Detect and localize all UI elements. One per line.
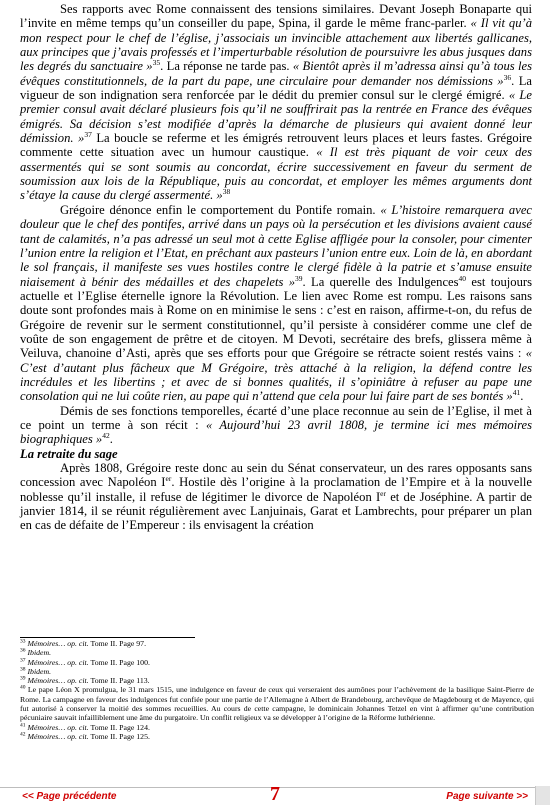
- footnote-number: 36: [20, 647, 26, 654]
- footnote: [20, 667, 534, 676]
- text-run: Après 1808, Grégoire reste donc au sein du Sénat conservateur, un des rares opposants sans concession avec Napoléon I: [20, 461, 532, 490]
- footnote-number: 41: [20, 722, 26, 729]
- text-run: Démis de ses fonctions temporelles, écarté d’une place reconnue au sein de l’Eglise, il met à ce point un terme à son récit :: [20, 403, 532, 432]
- quote: « L’histoire remarquera avec douleur que le chef des pontifes, arrivé dans un pays où la persécution et les divisions avaient causé tant de calamités, n’a pas adressé un seul mot à cette Eglise affligée pour la consoler, pour cimenter l’union entre la religion et l’Etat, en prêchant aux pasteurs l’union entre eux. Loin de là, en abordant le sol français, il manifeste ses vues hostiles contre le clergé fidèle à la patrie et s’amuse ensuite niaisement à bénir des médailles et des chapelets »: [20, 202, 532, 289]
- footnotes: [20, 639, 534, 741]
- text-run: Ses rapports avec Rome connaissent des tensions similaires. Devant Joseph Bonaparte qui l’invite en même temps qu’un conseiller du pape, Spina, il garde le même franc-parler.: [20, 2, 532, 31]
- footnote: [20, 658, 534, 667]
- quote: « Aujourd’hui 23 avril 1808, je termine ici mes mémoires biographiques »: [20, 417, 533, 447]
- footnote-separator: [20, 637, 195, 638]
- footnote-number: 42: [20, 731, 26, 738]
- footnote-text: Tome II. Page 97.: [88, 639, 147, 648]
- paragraph: [20, 461, 532, 533]
- text-run: . La réponse ne tarde pas.: [160, 59, 290, 74]
- page-number: 7: [270, 783, 280, 805]
- paragraph: [20, 2, 532, 203]
- footnote-ref[interactable]: 39: [295, 273, 303, 283]
- footnote-ref[interactable]: 40: [458, 273, 467, 283]
- footnote-source: Ibidem.: [27, 648, 52, 658]
- scrollbar-corner: [535, 786, 550, 805]
- quote: « Le premier consul avait déclaré plusieurs fois qu’il ne souffrirait pas la rentrée en France des évêques émigrés. Sa décision s’est modifiée d’après la démarche de plusieurs qui avaient donné leur démission. »: [20, 88, 532, 146]
- footnote-source: Mémoires… op. cit.: [27, 657, 89, 667]
- footnote-number: 38: [20, 666, 26, 673]
- footnote: [20, 732, 534, 741]
- footnote-text: Tome II. Page 113.: [88, 676, 150, 686]
- superscript: er: [165, 474, 172, 484]
- paragraph: [20, 404, 532, 447]
- section-heading: La retraite du sage: [20, 446, 118, 461]
- quote: « Il est très piquant de voir ceux des assermentés qui se sont soumis au concordat, écrire successivement en faveur du serment de soumission aux lois de la République, puis au concordat, et employer les mêmes arguments dont s’étaye la cause du clergé assermenté. »: [20, 145, 532, 203]
- next-page-link[interactable]: Page suivante >>: [446, 791, 528, 802]
- footnote-text: Tome II. Page 124.: [88, 722, 150, 732]
- text-run: . Hostile dès l’origine à la proclamation de l’Empire et à la nouvelle noblesse qu’il installe, il refuse de légitimer le divorce de Napoléon I: [20, 475, 532, 504]
- footnote-source: Mémoires… op. cit.: [27, 722, 89, 732]
- footnote-ref[interactable]: 37: [84, 129, 92, 139]
- text-run: .: [109, 432, 113, 447]
- text-run: et de Joséphine. A partir de janvier 1814, il se réunit régulièrement avec Lanjuinais, Garat et Lambrechts, pour préparer un plan en cas de défaite de l’Empereur : ils envisagent la création: [20, 489, 532, 533]
- footnote-text: Tome II. Page 100.: [88, 657, 150, 667]
- text-run: est toujours actuelle et l’Eglise éternelle ignore la Révolution. Le lien avec Rome est rompu. Les raisons sans doute sont profondes mais à Rome on en minimise le sens : c’est en raison, affirme-t-on, du refus de Grégoire de revenir sur le serment constitutionnel, qu’il persiste à considérer comme une clef de voûte de son engagement de prêtre et de citoyen. M Devoti, secrétaire des brefs, glissera même à Veiluva, chanoine d’Asti, après que ses efforts pour que Grégoire se rétracte soient restés vains :: [20, 274, 532, 361]
- quote: « Il vit qu’à mon respect pour le chef de l’église, j’associais un invincible attachement aux libertés gallicanes, aux principes que j’avais professés et l’imperturbable résolution de poursuivre les abus jusques dans les degrés du sanctuaire »: [20, 16, 533, 74]
- paragraph: [20, 203, 532, 404]
- footnote-number: 39: [20, 675, 26, 682]
- footnote-source: Mémoires… op. cit.: [27, 639, 89, 648]
- text-run: .: [520, 389, 524, 404]
- footnote: [20, 648, 534, 657]
- footnote-source: Mémoires… op. cit.: [27, 676, 89, 686]
- footnote-number: 40: [20, 684, 26, 691]
- text-run: . La querelle des Indulgences: [302, 274, 459, 289]
- previous-page-link[interactable]: << Page précédente: [22, 791, 117, 802]
- quote: « C’est d’autant plus fâcheux que M Grégoire, très attaché à la religion, la défend contre les incrédules et les libertins ; et avec de si bonnes qualités, il s’opiniâtre à refuser au pape une consolation qui ne lui coûte rien, au pape qui n’attend que cela pour lui faire part de ses bontés »: [20, 346, 532, 404]
- footnote: [20, 723, 534, 732]
- footnote-ref[interactable]: 35: [152, 58, 161, 68]
- footnote: [20, 685, 534, 722]
- superscript: er: [380, 488, 386, 498]
- text-run: . La vigueur de son indignation sera renforcée par le dédit du premier consul sur le clergé émigré.: [20, 73, 532, 103]
- footnote-ref[interactable]: 42: [102, 431, 110, 441]
- quote: « Bientôt après il m’adressa ainsi qu’à tous les évêques constitutionnels, de la part du pape, une circulaire pour demander nos démissions »: [20, 59, 533, 88]
- footnote-source: Ibidem.: [27, 666, 52, 676]
- footnote: [20, 639, 534, 648]
- text-run: La boucle se referme et les émigrés retrouvent leurs places et leurs fastes. Grégoire commente cette situation avec un humour caustique.: [20, 131, 533, 160]
- footnote-number: 33: [20, 638, 26, 645]
- footnote-ref[interactable]: 36: [503, 72, 512, 82]
- footnote-text: Tome II. Page 125.: [88, 731, 150, 741]
- body-text: [20, 2, 532, 533]
- footnote-number: 37: [20, 657, 26, 663]
- footnote-ref[interactable]: 41: [512, 388, 521, 398]
- footnote-source: Mémoires… op. cit.: [27, 731, 89, 741]
- footnote-ref[interactable]: 38: [222, 187, 231, 197]
- footnote-text: Le pape Léon X promulgua, le 31 mars 1515, une indulgence en faveur de ceux qui verseraient des aumônes pour l’achèvement de la basilique Saint-Pierre de Rome. La campagne en faveur des indulgences fut confiée pour une partie de l’Allemagne à Albert de Brandebourg, archevêque de Magdebourg et de Mayence, qui fut autorisé à conserver la moitié des sommes recueillies. Au cours de cette campagne, le dominicain Johannes Tetzel en vint à affirmer qu’une contribution pécuniaire sauvait infailliblement une âme du purgatoire. Un conflit religieux va se développer à l’origine de la Réforme luthérienne.: [20, 685, 534, 723]
- page-navigation-bar: [0, 783, 550, 806]
- text-run: Grégoire dénonce enfin le comportement du Pontife romain.: [60, 202, 376, 217]
